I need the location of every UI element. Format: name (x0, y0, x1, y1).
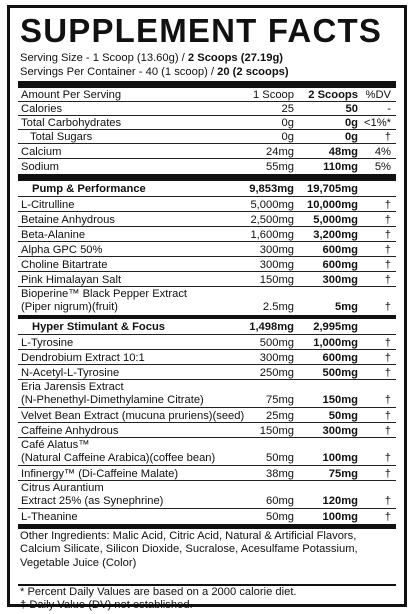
servings-per-container: Servings Per Container - 40 (1 scoop) / 20 (2 scoops) (20, 66, 289, 78)
nutrient-row: Sodium 55mg 110mg 5% (21, 161, 391, 173)
serving-size: Serving Size - 1 Scoop (13.60g) / 2 Scoops (27.19g) (20, 52, 284, 64)
footnote-dv-not-established: † Daily Value (DV) not established. (20, 599, 193, 611)
ingredient-row: Choline Bitartrate 300mg 600mg † (18, 257, 396, 272)
ingredient-row: Velvet Bean Extract (mucuna pruriens)(seed) 25mg 50mg † (18, 408, 396, 423)
ingredient-row: Dendrobium Extract 10:1 300mg 600mg † (18, 350, 396, 365)
ingredient-row-bioperine: Bioperine™ Black Pepper Extract (Piper nigrum)(fruit) 2.5mg 5mg † (21, 288, 391, 313)
thick-divider (18, 81, 396, 88)
ingredient-row: L-Theanine 50mg 100mg † (21, 511, 391, 523)
ingredient-row: Beta-Alanine 1,600mg 3,200mg † (18, 227, 396, 242)
nutrient-row: Calcium 24mg 48mg 4% (18, 144, 396, 159)
ingredient-row: Caffeine Anhydrous 150mg 300mg † (18, 423, 396, 438)
header-row: Amount Per Serving 1 Scoop 2 Scoops %DV (18, 88, 396, 102)
ingredient-row: Betaine Anhydrous 2,500mg 5,000mg † (18, 212, 396, 227)
ingredient-row: N-Acetyl-L-Tyrosine 250mg 500mg † (18, 365, 396, 380)
label-title: SUPPLEMENT FACTS (20, 12, 383, 49)
section-row-hyper: Hyper Stimulant & Focus 1,498mg 2,995mg (18, 319, 396, 335)
nutrient-row: Total Carbohydrates 0g 0g <1%* (18, 116, 396, 130)
ingredient-row: Infinergy™ (Di-Caffeine Malate) 38mg 75mg † (18, 466, 396, 481)
thick-divider (18, 524, 396, 529)
other-ingredients: Other Ingredients: Malic Acid, Citric Acid, Natural & Artificial Flavors, Calcium Silicate, Silicon Dioxide, Sucralose, Acesulfame Potassium, Vegetable Juice (Color) (20, 530, 358, 569)
ingredient-row: Alpha GPC 50% 300mg 600mg † (18, 242, 396, 257)
thick-divider (18, 174, 396, 181)
ingredient-row: Pink Himalayan Salt 150mg 300mg † (18, 272, 396, 287)
section-row-pump: Pump & Performance 9,853mg 19,705mg (18, 181, 396, 197)
ingredient-row-citrus: Citrus Aurantium Extract 25% (as Synephrine) 60mg 120mg † (18, 481, 396, 509)
ingredient-row: L-Tyrosine 500mg 1,000mg † (18, 335, 396, 350)
footnote-percent-dv: * Percent Daily Values are based on a 2000 calorie diet. (20, 586, 297, 598)
ingredient-row: L-Citrulline 5,000mg 10,000mg † (18, 197, 396, 212)
supplement-facts-label (7, 5, 407, 611)
ingredient-row-alatus: Café Alatus™ (Natural Caffeine Arabica)(coffee bean) 50mg 100mg † (18, 438, 396, 466)
nutrient-row: Calories 25 50 - (18, 102, 396, 116)
nutrient-row: Total Sugars 0g 0g † (18, 130, 396, 144)
ingredient-row-eria: Eria Jarensis Extract (N-Phenethyl-Dimethylamine Citrate) 75mg 150mg † (18, 380, 396, 408)
